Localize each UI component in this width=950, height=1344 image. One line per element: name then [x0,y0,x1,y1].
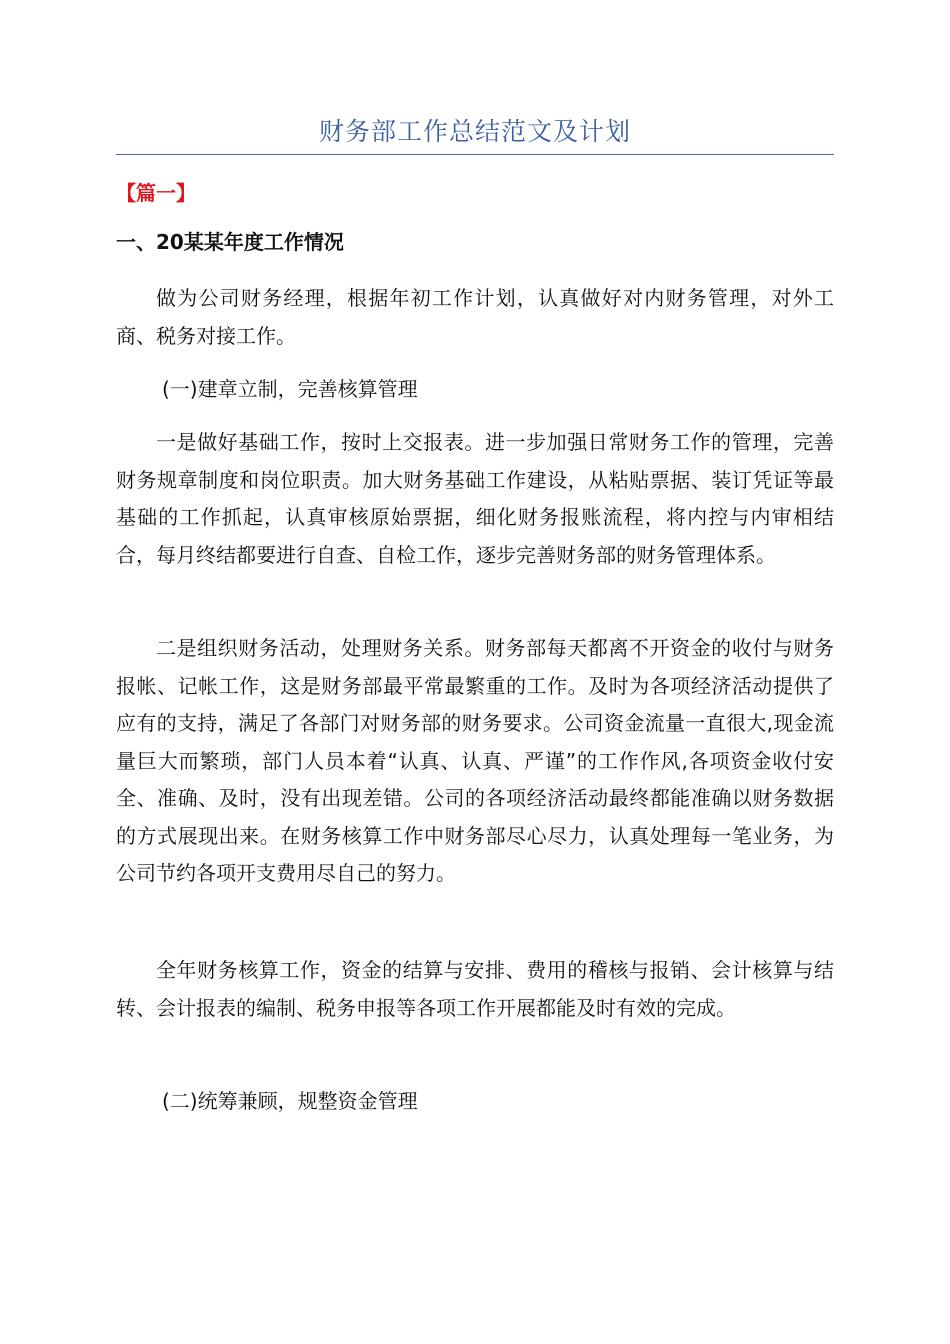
paragraph-annual-accounting: 全年财务核算工作，资金的结算与安排、费用的稽核与报销、会计核算与结转、会计报表的编制、税务申报等各项工作开展都能及时有效的完成。 [116,958,834,1020]
section-tag: 【篇一】 [116,181,196,205]
subheading-1: (一)建章立制，完善核算管理 [162,377,418,401]
section-heading: 一、20某某年度工作情况 [116,230,344,254]
paragraph-basic-work: 一是做好基础工作，按时上交报表。进一步加强日常财务工作的管理，完善财务规章制度和岗位职责。加大财务基础工作建设，从粘贴票据、装订凭证等最基础的工作抓起，认真审核原始票据，细化财务报账流程，将内控与内审相结合，每月终结都要进行自查、自检工作，逐步完善财务部的财务管理体系。 [116,430,834,567]
paragraph-financial-activities: 二是组织财务活动，处理财务关系。财务部每天都离不开资金的收付与财务报帐、记帐工作，这是财务部最平常最繁重的工作。及时为各项经济活动提供了应有的支持，满足了各部门对财务部的财务要求。公司资金流量一直很大,现金流量巨大而繁琐，部门人员本着“认真、认真、严谨”的工作作风,各项资金收付安全、准确、及时，没有出现差错。公司的各项经济活动最终都能准确以财务数据的方式展现出来。在财务核算工作中财务部尽心尽力，认真处理每一笔业务，为公司节约各项开支费用尽自己的努力。 [116,636,834,885]
subheading-2: (二)统筹兼顾，规整资金管理 [162,1089,418,1113]
document-title: 财务部工作总结范文及计划 [318,117,631,146]
title-underline-divider [116,154,834,155]
paragraph-intro: 做为公司财务经理，根据年初工作计划，认真做好对内财务管理，对外工商、税务对接工作。 [116,286,834,348]
